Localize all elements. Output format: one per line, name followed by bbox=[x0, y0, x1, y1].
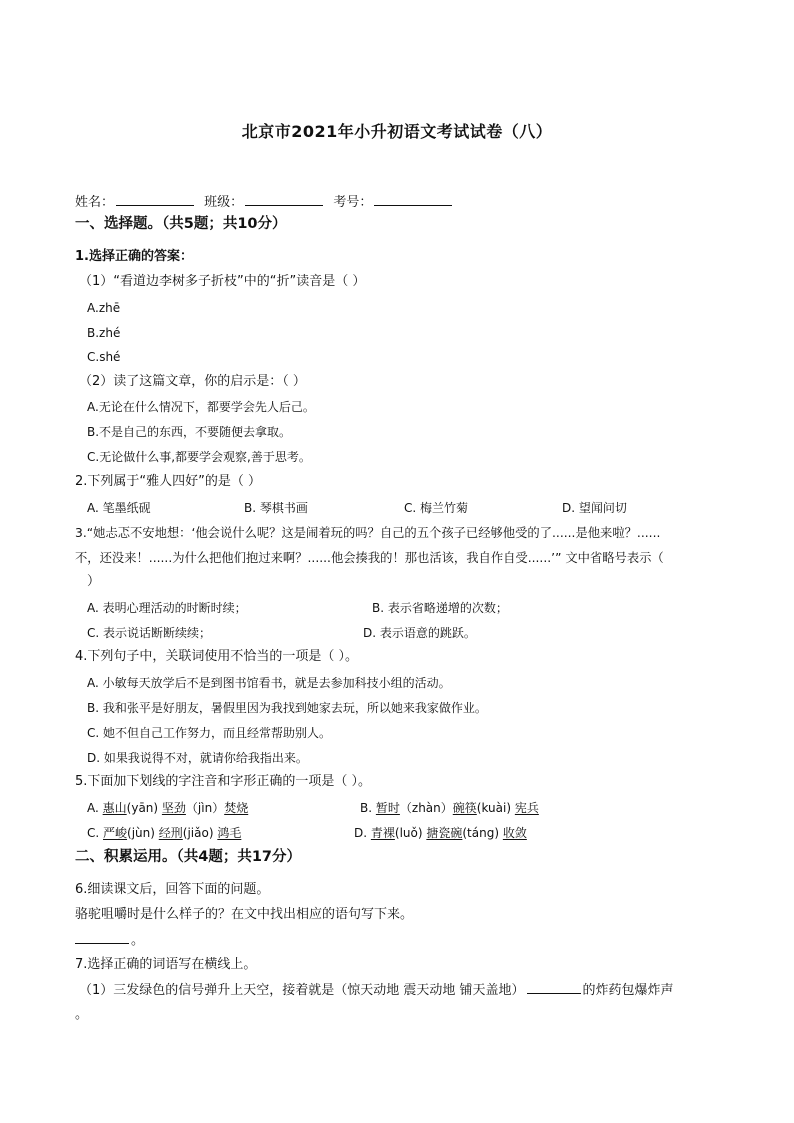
q5-b-letter: B. bbox=[360, 801, 376, 815]
q1-heading: 1.选择正确的答案： bbox=[75, 249, 193, 264]
q1-sub2-option-b[interactable]: B.不是自己的东西，不要随便去拿取。 bbox=[87, 425, 292, 439]
q3-line-2: 不，还没来！......为什么把他们抱过来啊？......他会揍我的！那也活该，我自作自受......’” 文中省略号表示（ bbox=[75, 551, 664, 565]
q5-option-b[interactable] bbox=[360, 799, 539, 816]
q3-option-c[interactable]: C. 表示说话断断续续； bbox=[87, 626, 212, 640]
id-label: 考号： bbox=[333, 195, 373, 210]
q4-option-a[interactable]: A. 小敏每天放学后不是到图书馆看书，就是去参加科技小组的活动。 bbox=[87, 676, 451, 690]
q5-d-word-2: 搪瓷碗 bbox=[426, 826, 463, 840]
q1-sub2-option-c[interactable]: C.无论做什么事,都要学会观察,善于思考。 bbox=[87, 450, 311, 464]
page-title: 北京市2021年小升初语文考试试卷（八） bbox=[241, 122, 553, 141]
q5-b-pinyin-1: （zhàn） bbox=[399, 801, 453, 815]
q3-line-1: 3.“她忐忑不安地想：‘他会说什么呢？这是闹着玩的吗？自己的五个孩子已经够他受的了......是他来啦？...... bbox=[75, 526, 661, 540]
q2-heading: 2.下列属于“雅人四好”的是（ ） bbox=[75, 474, 262, 489]
q7-sub1-prefix: （1）三发绿色的信号弹升上天空，接着就是（惊天动地 震天动地 铺天盖地） bbox=[79, 983, 525, 998]
q1-sub1-option-c[interactable]: C.shé bbox=[87, 350, 121, 364]
q5-c-pinyin-1: (jùn) bbox=[127, 826, 159, 840]
q2-option-c[interactable]: C. 梅兰竹菊 bbox=[404, 501, 469, 515]
q5-option-c[interactable] bbox=[87, 824, 241, 841]
q1-sub2: （2）读了这篇文章，你的启示是：（ ） bbox=[79, 374, 306, 389]
q6-body: 骆驼咀嚼时是什么样子的？在文中找出相应的语句写下来。 bbox=[75, 907, 414, 922]
q1-sub1: （1）“看道边李树多子折枝”中的“折”读音是（ ） bbox=[79, 274, 366, 289]
q4-option-d[interactable]: D. 如果我说得不对，就请你给我指出来。 bbox=[87, 751, 308, 765]
q5-b-word-1: 暂时 bbox=[375, 801, 400, 815]
q5-a-letter: A. bbox=[87, 801, 103, 815]
q7-sub1-tail: 。 bbox=[75, 1007, 89, 1022]
q1-sub1-option-a[interactable]: A.zhē bbox=[87, 301, 121, 315]
q3-option-b[interactable]: B. 表示省略递增的次数； bbox=[372, 601, 508, 615]
q5-c-word-1: 严峻 bbox=[103, 826, 128, 840]
q5-c-pinyin-2: (jiǎo) bbox=[182, 826, 218, 840]
q2-option-a[interactable]: A. 笔墨纸砚 bbox=[87, 501, 151, 515]
class-blank[interactable] bbox=[245, 193, 323, 206]
q5-a-word-2: 坚劲 bbox=[161, 801, 186, 815]
q2-option-d[interactable]: D. 望闻问切 bbox=[562, 501, 627, 515]
q5-b-word-2: 碗筷 bbox=[452, 801, 477, 815]
q6-answer-blank[interactable] bbox=[75, 931, 129, 944]
q5-option-d[interactable] bbox=[354, 824, 527, 841]
q5-d-word-3: 收敛 bbox=[502, 826, 527, 840]
q3-line-3: ） bbox=[87, 574, 101, 589]
q7-sub1-suffix: 的炸药包爆炸声 bbox=[582, 983, 674, 998]
q7-sub1 bbox=[79, 981, 674, 1000]
q5-d-pinyin-2: (táng) bbox=[462, 826, 503, 840]
q5-a-word-1: 惠山 bbox=[102, 801, 127, 815]
name-label: 姓名： bbox=[75, 195, 115, 210]
q5-b-word-3: 宪兵 bbox=[514, 801, 539, 815]
section-2-heading: 二、积累运用。（共4题；共17分） bbox=[75, 849, 302, 865]
q5-c-word-3: 鸿毛 bbox=[217, 826, 242, 840]
q5-c-letter: C. bbox=[87, 826, 104, 840]
q5-option-a[interactable] bbox=[87, 799, 248, 816]
q5-a-pinyin-2: （jìn） bbox=[185, 801, 225, 815]
q5-d-letter: D. bbox=[354, 826, 371, 840]
q3-option-a[interactable]: A. 表明心理活动的时断时续； bbox=[87, 601, 247, 615]
q5-b-pinyin-2: (kuài) bbox=[476, 801, 515, 815]
section-1-heading: 一、选择题。（共5题；共10分） bbox=[75, 216, 287, 232]
student-info-line bbox=[75, 193, 458, 212]
q6-answer-line bbox=[75, 931, 144, 950]
q6-answer-tail: 。 bbox=[131, 933, 145, 948]
q7-sub1-blank[interactable] bbox=[527, 981, 581, 994]
q5-d-pinyin-1: (luǒ) bbox=[394, 826, 427, 840]
q1-sub1-option-b[interactable]: B.zhé bbox=[87, 326, 121, 340]
q5-a-pinyin-1: (yān) bbox=[126, 801, 162, 815]
q5-d-word-1: 青裸 bbox=[370, 826, 395, 840]
q4-heading: 4.下列句子中，关联词使用不恰当的一项是（ ）。 bbox=[75, 649, 359, 664]
q6-heading: 6.细读课文后，回答下面的问题。 bbox=[75, 882, 270, 897]
q7-heading: 7.选择正确的词语写在横线上。 bbox=[75, 957, 257, 972]
q4-option-c[interactable]: C. 她不但自己工作努力，而且经常帮助别人。 bbox=[87, 726, 332, 740]
q5-c-word-2: 经刑 bbox=[158, 826, 183, 840]
q4-option-b[interactable]: B. 我和张平是好朋友，暑假里因为我找到她家去玩，所以她来我家做作业。 bbox=[87, 701, 487, 715]
q3-option-d[interactable]: D. 表示语意的跳跃。 bbox=[363, 626, 476, 640]
q5-a-word-3: 焚烧 bbox=[224, 801, 249, 815]
class-label: 班级： bbox=[204, 195, 244, 210]
q5-heading: 5.下面加下划线的字注音和字形正确的一项是（ ）。 bbox=[75, 774, 372, 789]
q1-sub2-option-a[interactable]: A.无论在什么情况下，都要学会先人后己。 bbox=[87, 400, 315, 414]
name-blank[interactable] bbox=[116, 193, 194, 206]
id-blank[interactable] bbox=[374, 193, 452, 206]
q2-option-b[interactable]: B. 琴棋书画 bbox=[244, 501, 308, 515]
